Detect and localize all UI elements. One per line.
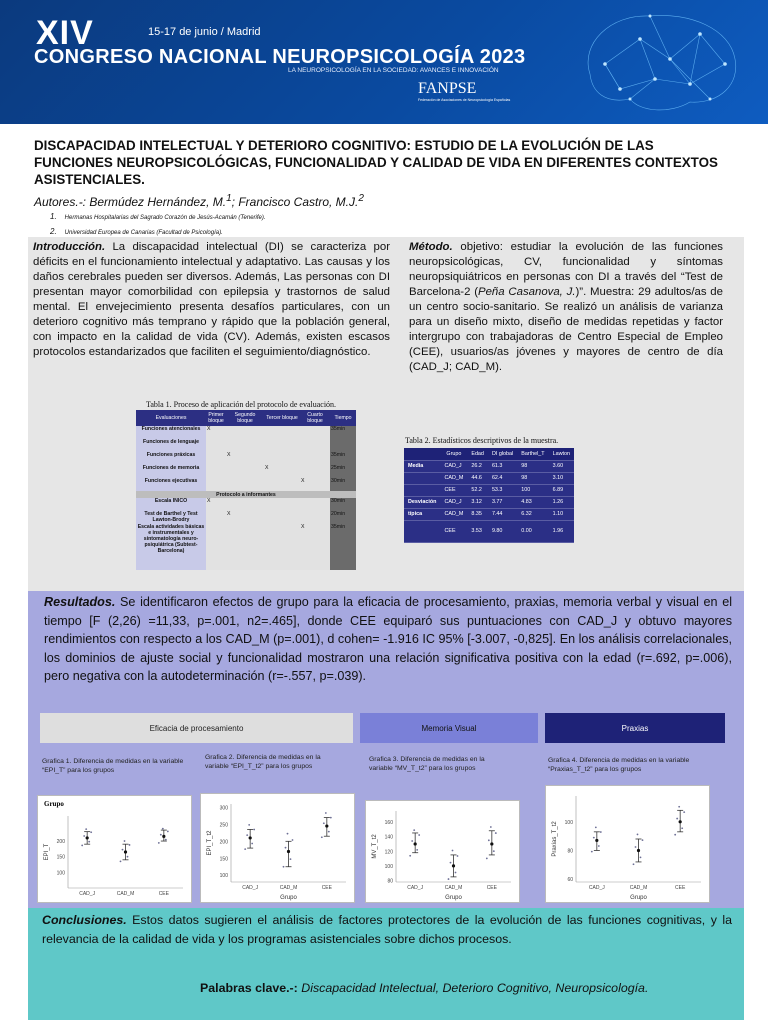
table-1-row — [136, 511, 356, 524]
x-tick-label: CAD_M — [444, 885, 463, 891]
y-tick-label: 300 — [219, 805, 228, 812]
x-axis-label: Grupo — [445, 895, 462, 901]
brain-network-icon — [560, 4, 760, 120]
data-point — [411, 840, 413, 842]
table-1-cell — [300, 426, 330, 439]
author-2-sup: 2 — [358, 193, 364, 204]
results-heading: Resultados. — [44, 595, 116, 609]
data-point — [448, 878, 450, 880]
table-1-cell — [300, 511, 330, 524]
data-point — [635, 846, 637, 848]
table-2-cell: 3.77 — [488, 496, 517, 508]
table-1-cell — [206, 465, 226, 478]
table-2-cell — [404, 520, 440, 542]
table-1-cell: Funciones ejecutivas — [136, 478, 206, 491]
table-1-header-cell: Primer bloque — [206, 410, 226, 426]
table-2-cell: CEE — [440, 520, 467, 542]
congress-subtitle: LA NEUROPSICOLOGÍA EN LA SOCIEDAD: AVANCES E INNOVACIÓN — [288, 67, 499, 74]
data-point — [283, 866, 285, 868]
table-1-cell — [264, 452, 300, 465]
mean-point — [679, 820, 682, 823]
data-point — [162, 828, 164, 830]
table-2-cell: 0.00 — [517, 520, 548, 542]
data-point — [637, 834, 639, 836]
data-point — [85, 828, 87, 830]
table-1-cell: X — [206, 498, 226, 511]
table-2-cell: 98 — [517, 472, 548, 484]
table-1-cell: 25min — [330, 465, 356, 478]
mean-point — [287, 850, 290, 853]
table-2-row — [404, 496, 574, 508]
keywords-text: Discapacidad Intelectual, Deterioro Cognitivo, Neuropsicología. — [297, 981, 649, 995]
table-1-cell — [206, 478, 226, 491]
conclusions-section — [42, 911, 732, 948]
table-2-cell: 6.32 — [517, 508, 548, 520]
graph-4-plot — [545, 785, 710, 903]
method-citation: Peña Casanova, J. — [478, 286, 576, 298]
results-text: Se identificaron efectos de grupo para la eficacia de procesamiento, praxias, memoria verbal y visual en el tiempo [F (2,26) =11,33, p=.001, n2=.465], donde CEE equiparó sus puntuaciones con CAD_J y obtuvo mayores rendimientos con respecto a los CAD_M (p=.001), d cohen= -1.916 IC 95% [-3.007, -0,825]. En los análisis correlacionales, los dominios de ajuste social y funcionalidad mostraron una relación significativa positiva con la edad (r=.692, p=.006), pero negativa con la autodeterminación (r=-.557, p=.039). — [44, 595, 732, 683]
table-1-header-cell: Tiempo — [330, 410, 356, 426]
introduction-section — [33, 240, 390, 360]
y-tick-label: 100 — [384, 863, 393, 870]
table-1-row — [136, 426, 356, 439]
data-point — [83, 835, 85, 837]
data-point — [450, 862, 452, 864]
data-point — [598, 845, 600, 847]
table-1-cell: 35min — [330, 452, 356, 465]
table-1-cell: X — [264, 465, 300, 478]
table-1-header-cell: Evaluaciones — [136, 410, 206, 426]
table-1-cell — [264, 524, 300, 570]
data-point — [416, 849, 418, 851]
graph-4-caption: Grafica 4. Diferencia de medidas en la variable “Praxias_T_t2” para los grupos — [548, 757, 690, 773]
data-point — [493, 850, 495, 852]
data-point — [600, 831, 602, 833]
table-1-row — [136, 465, 356, 478]
table-2-cell: 98 — [517, 460, 548, 472]
table-1-cell — [264, 478, 300, 491]
y-tick-label: 100 — [219, 873, 228, 880]
table-2-cell: típica — [404, 508, 440, 520]
table-2-cell: 3.53 — [467, 520, 488, 542]
table-1-cell: Escala actividades básicas e instrumentales y sintomatología neuro-psiquiátrica (Subtest-Barcelona) — [136, 524, 206, 570]
congress-dates: 15-17 de junio / Madrid — [148, 26, 261, 38]
method-heading: Método. — [409, 241, 453, 253]
table-2-caption: Tabla 2. Estadísticos descriptivos de la muestra. — [405, 436, 559, 445]
mean-point — [490, 842, 493, 845]
table-1-cell: X — [300, 478, 330, 491]
table-1-cell: 35min — [330, 426, 356, 439]
graph-1-caption: Grafica 1. Diferencia de medidas en la variable “EPI_T” para los grupos — [42, 758, 184, 774]
y-axis-label: Praxias_T_t2 — [552, 821, 558, 857]
data-point — [325, 812, 327, 814]
table-1-cell: X — [226, 452, 264, 465]
data-point — [88, 841, 90, 843]
graph-1-plot — [37, 795, 192, 903]
y-tick-label: 120 — [384, 849, 393, 856]
chart-header-eficacia: Eficacia de procesamiento — [40, 713, 353, 743]
graph-3-plot — [365, 800, 520, 903]
table-1-cell — [206, 511, 226, 524]
x-tick-label: CAD_M — [279, 885, 298, 891]
data-point — [158, 842, 160, 844]
chart-header-memoria-visual: Memoria Visual — [360, 713, 538, 743]
method-text-end: )”. Muestra: 29 adultos/as de un centro socio-sanitario. Se realizó un análisis de varianza para un diseño mixto, diseño de medidas repetidas y factor intergrupo con trabajadoras de Centro Especial de Empleo (CEE), usuarios/as jóvenes y mayores de centro de día (CAD_J; CAD_M). — [409, 286, 723, 373]
table-1-cell: X — [226, 511, 264, 524]
table-2-header-cell: Grupo — [440, 448, 467, 460]
table-2-cell: 52.2 — [467, 484, 488, 496]
author-2: ; Francisco Castro, M.J. — [231, 195, 359, 209]
method-section — [409, 240, 723, 375]
table-2-header-cell: Lawton — [549, 448, 574, 460]
table-1-cell — [300, 439, 330, 452]
mean-point — [124, 850, 127, 853]
table-2-cell: 6.89 — [549, 484, 574, 496]
table-1-cell: X — [206, 426, 226, 439]
table-1 — [136, 410, 356, 570]
data-point — [330, 817, 332, 819]
data-point — [120, 860, 122, 862]
table-1-row — [136, 439, 356, 452]
x-tick-label: CEE — [486, 885, 497, 891]
table-2-cell: 3.12 — [467, 496, 488, 508]
table-2-header-cell — [404, 448, 440, 460]
table-2-header-cell: Barthel_T — [517, 448, 548, 460]
data-point — [251, 843, 253, 845]
table-2-cell: 26.2 — [467, 460, 488, 472]
authors-line — [34, 193, 364, 209]
table-2-cell: 62.4 — [488, 472, 517, 484]
table-1-section-label: Protocolo a informantes — [136, 491, 356, 498]
mean-point — [414, 842, 417, 845]
y-tick-label: 150 — [56, 854, 65, 861]
data-point — [244, 848, 246, 850]
table-1-row — [136, 524, 356, 570]
paper-title: DISCAPACIDAD INTELECTUAL Y DETERIORO COGNITIVO: ESTUDIO DE LA EVOLUCIÓN DE LAS FUNCIONES NEUROPSICOLÓGICAS, FUNCIONALIDAD Y CALIDAD DE VIDA EN DIFERENTES CONTEXTOS ASISTENCIALES. — [34, 138, 718, 187]
table-2-cell: 100 — [517, 484, 548, 496]
y-tick-label: 160 — [384, 819, 393, 826]
table-2-cell: 1.26 — [549, 496, 574, 508]
data-point — [290, 858, 292, 860]
data-point — [160, 834, 162, 836]
data-point — [418, 834, 420, 836]
table-1-cell — [330, 439, 356, 452]
table-2-cell: 61.3 — [488, 460, 517, 472]
table-2-cell — [404, 472, 440, 484]
affiliation-number: 2. — [50, 227, 57, 236]
affiliation-text: Universidad Europea de Canarias (Facultad de Psicología). — [64, 230, 223, 236]
x-tick-label: CAD_J — [588, 885, 605, 891]
chart-header-praxias: Praxias — [545, 713, 725, 743]
logo-text: FANPSE — [418, 80, 477, 97]
table-2-cell: 44.6 — [467, 472, 488, 484]
data-point — [323, 822, 325, 824]
data-point — [124, 840, 126, 842]
data-point — [285, 847, 287, 849]
table-1-header-cell: Cuarto bloque — [300, 410, 330, 426]
y-tick-label: 140 — [384, 834, 393, 841]
table-1-cell — [226, 524, 264, 570]
mean-point — [249, 836, 252, 839]
mean-point — [595, 839, 598, 842]
x-tick-label: CAD_M — [629, 885, 648, 891]
y-tick-label: 150 — [219, 856, 228, 863]
data-point — [122, 849, 124, 851]
y-axis-label: MV_T_t2 — [372, 834, 378, 859]
table-2-row — [404, 508, 574, 520]
table-1-cell — [300, 452, 330, 465]
table-2-cell: 3.10 — [549, 472, 574, 484]
table-1-section-row — [136, 491, 356, 498]
y-tick-label: 200 — [56, 839, 65, 846]
data-point — [81, 845, 83, 847]
plot-title: Grupo — [44, 800, 64, 808]
congress-banner — [0, 0, 768, 124]
data-point — [321, 836, 323, 838]
x-tick-label: CAD_M — [116, 891, 135, 897]
y-tick-label: 100 — [56, 870, 65, 877]
data-point — [642, 839, 644, 841]
table-1-cell — [264, 426, 300, 439]
mean-point — [162, 835, 165, 838]
table-1-cell — [300, 498, 330, 511]
data-point — [452, 850, 454, 852]
table-1-cell: 20min — [330, 511, 356, 524]
graph-2-caption: Grafica 2. Diferencia de medidas en la variable “EPI_T_t2” para los grupos — [205, 754, 321, 770]
data-point — [165, 839, 167, 841]
table-1-cell: Funciones de memoria — [136, 465, 206, 478]
data-point — [676, 818, 678, 820]
table-2-cell: CEE — [440, 484, 467, 496]
table-1-cell — [226, 439, 264, 452]
table-2-cell: CAD_M — [440, 472, 467, 484]
y-axis-label: EPI_T_t2 — [207, 830, 213, 856]
method-text: objetivo: estudiar la evolución de las funciones neuropsicológicas, CV, funcionalidad y síntomas neuropsiquiátricos en personas con DI a través del “Test de Barcelona-2 ( — [409, 241, 723, 298]
mean-point — [325, 824, 328, 827]
data-point — [591, 851, 593, 853]
data-point — [129, 844, 131, 846]
table-1-cell: Funciones de lenguaje — [136, 439, 206, 452]
table-1-cell — [300, 465, 330, 478]
table-2-cell: 1.96 — [549, 520, 574, 542]
table-1-cell: Funciones atencionales — [136, 426, 206, 439]
data-point — [253, 829, 255, 831]
table-1-cell — [264, 511, 300, 524]
table-2-cell: 4.83 — [517, 496, 548, 508]
x-tick-label: CAD_J — [407, 885, 424, 891]
table-1-cell — [226, 426, 264, 439]
data-point — [640, 856, 642, 858]
table-2 — [404, 448, 574, 543]
table-2-cell: CAD_J — [440, 496, 467, 508]
data-point — [328, 831, 330, 833]
data-point — [287, 833, 289, 835]
affiliation-1 — [50, 212, 266, 221]
data-point — [167, 831, 169, 833]
affiliation-number: 1. — [50, 212, 57, 221]
x-tick-label: CEE — [158, 891, 169, 897]
data-point — [595, 826, 597, 828]
x-axis-label: Grupo — [630, 895, 647, 901]
data-point — [490, 826, 492, 828]
data-point — [495, 832, 497, 834]
keywords-line — [200, 981, 648, 995]
table-1-cell — [264, 498, 300, 511]
table-1-header-cell: Tercer bloque — [264, 410, 300, 426]
introduction-heading: Introducción. — [33, 241, 106, 253]
table-2-row — [404, 460, 574, 472]
y-axis-label: EPI_T — [44, 843, 50, 861]
y-tick-label: 80 — [387, 878, 393, 885]
logo-subtext: Federación de Asociaciones de Neuropsicología Españolas — [418, 98, 511, 102]
table-1-cell — [206, 439, 226, 452]
affiliation-text: Hermanas Hospitalarias del Sagrado Corazón de Jesús-Acamán (Tenerife). — [64, 215, 266, 221]
table-1-row — [136, 498, 356, 511]
table-1-cell — [264, 439, 300, 452]
y-tick-label: 250 — [219, 822, 228, 829]
table-1-header-cell: Segundo bloque — [226, 410, 264, 426]
x-tick-label: CAD_J — [79, 891, 96, 897]
fanpse-logo — [418, 80, 510, 102]
table-1-row — [136, 478, 356, 491]
table-1-cell: Test de Barthel y Test Lawton-Brodry — [136, 511, 206, 524]
table-2-cell: CAD_M — [440, 508, 467, 520]
table-1-row — [136, 452, 356, 465]
table-1-cell: 35min — [330, 524, 356, 570]
table-1-cell — [206, 452, 226, 465]
table-2-cell: Desviación — [404, 496, 440, 508]
x-tick-label: CEE — [321, 885, 332, 891]
table-1-cell — [226, 478, 264, 491]
table-2-header-cell: Edad — [467, 448, 488, 460]
table-1-cell — [226, 498, 264, 511]
table-2-cell: Media — [404, 460, 440, 472]
table-1-cell: Funciones práxicas — [136, 452, 206, 465]
data-point — [413, 829, 415, 831]
table-1-cell: X — [300, 524, 330, 570]
table-2-row — [404, 484, 574, 496]
table-2-row — [404, 520, 574, 542]
table-1-cell: 30min — [330, 478, 356, 491]
table-2-cell: 1.10 — [549, 508, 574, 520]
data-point — [127, 856, 129, 858]
table-2-cell: 9.80 — [488, 520, 517, 542]
table-1-cell — [206, 524, 226, 570]
author-1-sup: 1 — [226, 193, 232, 204]
edition-number: XIV — [36, 14, 94, 52]
x-axis-label: Grupo — [280, 895, 297, 901]
table-2-header-cell: DI global — [488, 448, 517, 460]
data-point — [455, 872, 457, 874]
table-2-row — [404, 472, 574, 484]
table-2-cell: 8.35 — [467, 508, 488, 520]
table-2-cell — [404, 484, 440, 496]
table-2-cell: 3.60 — [549, 460, 574, 472]
y-tick-label: 100 — [564, 819, 573, 826]
y-tick-label: 60 — [567, 877, 573, 884]
author-1: Autores.-: Bermúdez Hernández, M. — [34, 195, 227, 209]
affiliation-2 — [50, 227, 223, 236]
table-2-cell: 53.3 — [488, 484, 517, 496]
x-tick-label: CAD_J — [242, 885, 259, 891]
table-1-cell — [226, 465, 264, 478]
table-2-cell: 7.44 — [488, 508, 517, 520]
keywords-label: Palabras clave.-: — [200, 981, 298, 995]
table-1-caption: Tabla 1. Proceso de aplicación del protocolo de evaluación. — [146, 400, 337, 409]
data-point — [488, 839, 490, 841]
data-point — [248, 824, 250, 826]
congress-title: CONGRESO NACIONAL NEUROPSICOLOGÍA 2023 — [34, 46, 526, 68]
data-point — [593, 837, 595, 839]
results-section — [44, 593, 732, 686]
data-point — [457, 855, 459, 857]
conclusions-text: Estos datos sugieren el análisis de factores protectores de la evolución de las funciones cognitivas, y la relevancia de la calidad de vida y los programas asistenciales sobre dichos procesos. — [42, 913, 732, 946]
table-2-cell: CAD_J — [440, 460, 467, 472]
graph-2-plot — [200, 793, 355, 903]
y-tick-label: 80 — [567, 848, 573, 855]
graph-3-caption: Grafica 3. Diferencia de medidas en la variable “MV_T_t2” para los grupos — [369, 756, 485, 772]
data-point — [681, 827, 683, 829]
mean-point — [86, 836, 89, 839]
data-point — [486, 858, 488, 860]
table-1-cell: 30min — [330, 498, 356, 511]
introduction-text: La discapacidad intelectual (DI) se caracteriza por déficits en el funcionamiento intelectual y adaptativo. Las causas y los daños cerebrales pueden ser diversos. Además, Las personas con DI presentan mayor comorbilidad con epilepsia y trastornos de salud mental. El envejecimiento presenta desafíos particulares, con un deterioro cognitivo más temprano y rápido que la población general, con impacto en la calidad de vida (CV). Además, existen escasos protocolos estandarizados que faciliten el seguimiento/diagnóstico. — [33, 241, 390, 358]
conclusions-heading: Conclusiones. — [42, 913, 127, 927]
y-tick-label: 200 — [219, 839, 228, 846]
data-point — [246, 834, 248, 836]
data-point — [633, 863, 635, 865]
mean-point — [637, 849, 640, 852]
x-tick-label: CEE — [675, 885, 686, 891]
data-point — [409, 855, 411, 857]
data-point — [292, 839, 294, 841]
table-1-cell: Escala INICO — [136, 498, 206, 511]
data-point — [678, 806, 680, 808]
mean-point — [452, 864, 455, 867]
data-point — [683, 811, 685, 813]
data-point — [674, 834, 676, 836]
data-point — [90, 831, 92, 833]
